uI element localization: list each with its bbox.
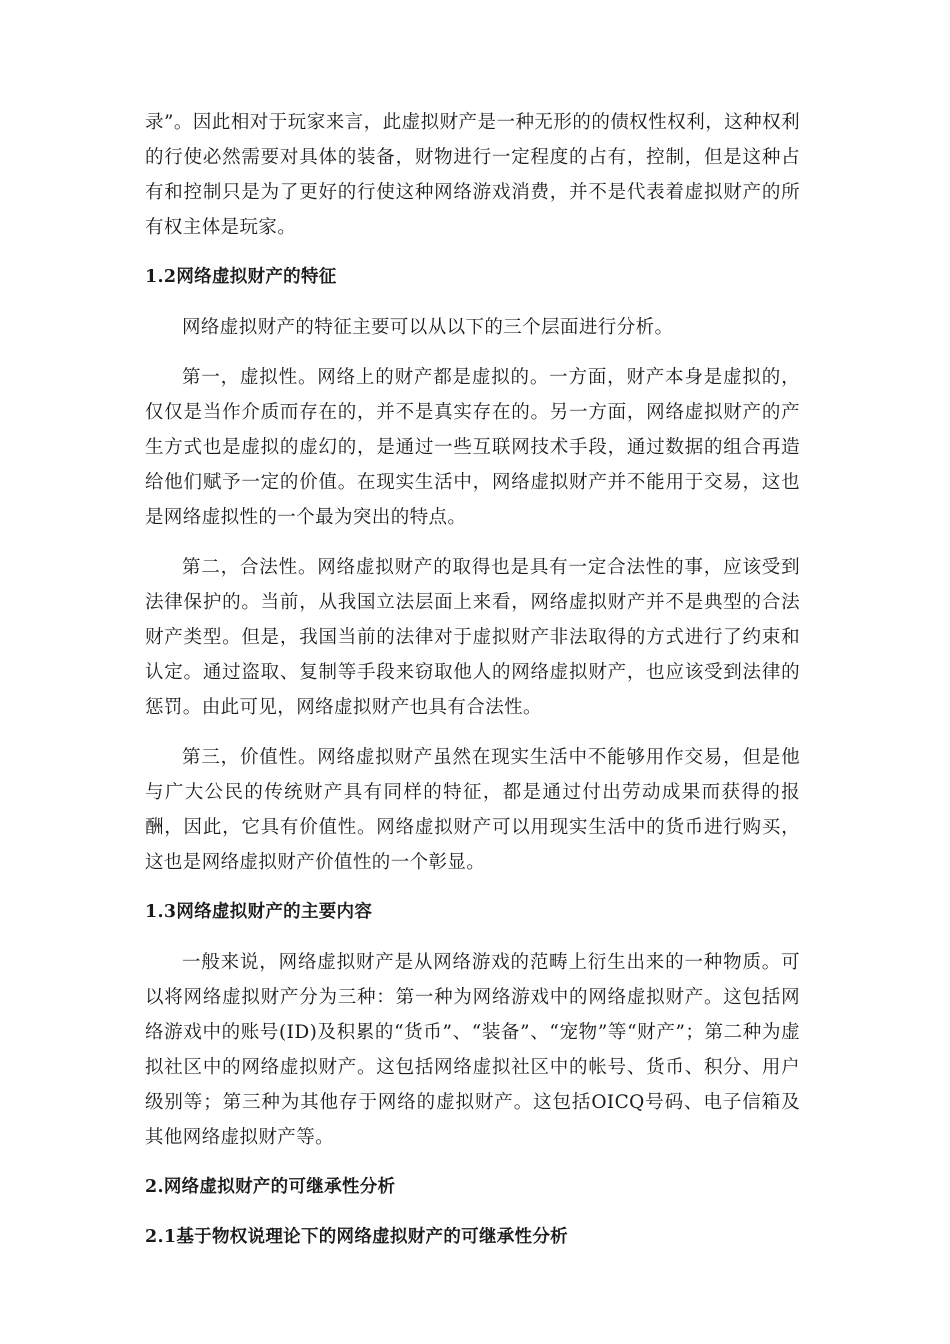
paragraph-ownership-conclusion: 录”。因此相对于玩家来言，此虚拟财产是一种无形的的债权性权利，这种权利的行使必然需要对具体的装备，财物进行一定程度的占有，控制，但是这种占有和控制只是为了更好的行使这种网络游戏消费，并不是代表着虚拟财产的所有权主体是玩家。 — [145, 112, 800, 238]
paragraph-virtuality: 第一，虚拟性。网络上的财产都是虚拟的。一方面，财产本身是虚拟的，仅仅是当作介质而存在的，并不是真实存在的。另一方面，网络虚拟财产的产生方式也是虚拟的虚幻的，是通过一些互联网技术手段，通过数据的组合再造给他们赋予一定的价值。在现实生活中，网络虚拟财产并不能用于交易，这也是网络虚拟性的一个最为突出的特点。 — [145, 367, 800, 528]
paragraph-main-content: 一般来说，网络虚拟财产是从网络游戏的范畴上衍生出来的一种物质。可以将网络虚拟财产分为三种：第一种为网络游戏中的网络虚拟财产。这包括网络游戏中的账号(ID)及积累的“货币”、“装备”、“宠物”等“财产”；第二种为虚拟社区中的网络虚拟财产。这包括网络虚拟社区中的帐号、货币、积分、用户级别等；第三种为其他存于网络的虚拟财产。这包括OICQ号码、电子信箱及其他网络虚拟财产等。 — [145, 952, 800, 1148]
paragraph-characteristics-intro: 网络虚拟财产的特征主要可以从以下的三个层面进行分析。 — [182, 317, 674, 338]
section-heading-2-1: 2.1基于物权说理论下的网络虚拟财产的可继承性分析 — [145, 1227, 568, 1247]
section-heading-1-2: 1.2网络虚拟财产的特征 — [145, 267, 337, 287]
section-heading-2: 2.网络虚拟财产的可继承性分析 — [145, 1177, 396, 1197]
paragraph-legality: 第二，合法性。网络虚拟财产的取得也是具有一定合法性的事，应该受到法律保护的。当前，从我国立法层面上来看，网络虚拟财产并不是典型的合法财产类型。但是，我国当前的法律对于虚拟财产非法取得的方式进行了约束和认定。通过盗取、复制等手段来窃取他人的网络虚拟财产，也应该受到法律的惩罚。由此可见，网络虚拟财产也具有合法性。 — [145, 557, 800, 718]
section-heading-1-3: 1.3网络虚拟财产的主要内容 — [145, 902, 373, 922]
paragraph-value: 第三，价值性。网络虚拟财产虽然在现实生活中不能够用作交易，但是他与广大公民的传统财产具有同样的特征，都是通过付出劳动成果而获得的报酬，因此，它具有价值性。网络虚拟财产可以用现实生活中的货币进行购买，这也是网络虚拟财产价值性的一个彰显。 — [145, 747, 800, 873]
